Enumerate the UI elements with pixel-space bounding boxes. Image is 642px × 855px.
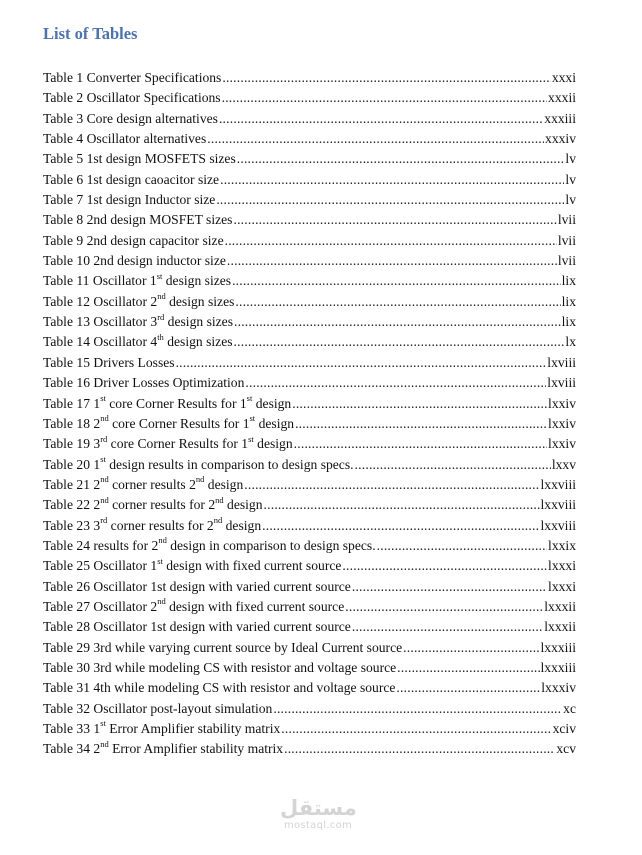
toc-entry-page-number: lv [565, 192, 576, 208]
toc-entry-page-number: lvii [557, 232, 576, 248]
dot-leader [345, 597, 543, 617]
dot-leader [216, 190, 564, 210]
ordinal-superscript: th [157, 332, 164, 342]
toc-entry-title-text: core Corner Results for 1 [105, 395, 247, 411]
toc-entry-title-text: Table 8 2nd design MOSFET sizes [43, 212, 233, 228]
toc-entry-title [43, 292, 234, 312]
dot-leader [232, 271, 561, 291]
dot-leader [281, 719, 551, 739]
toc-entry-title-text: corner results for 2 [107, 517, 214, 533]
toc-entry-title [43, 638, 402, 658]
toc-entry-title-text: Error Amplifier stability matrix [105, 721, 281, 736]
toc-entry-title-text: Table 22 2 [43, 497, 101, 513]
toc-entry-title-text: design [222, 517, 262, 533]
toc-entry-title-text: design sizes [165, 293, 235, 309]
watermark-logo: مستقل [280, 796, 357, 820]
toc-entry-page-number: lx [565, 334, 576, 350]
dot-leader [264, 495, 540, 515]
toc-entry-title-text: design [223, 497, 263, 513]
toc-entry[interactable] [43, 353, 576, 373]
toc-entry-title-text: Table 4 Oscillator alternatives [43, 131, 207, 147]
toc-entry-title [43, 577, 351, 597]
toc-entry[interactable] [43, 699, 576, 719]
toc-entry[interactable] [43, 190, 576, 210]
toc-entry-title-text: design with fixed current source [165, 598, 345, 614]
dot-leader [234, 312, 561, 332]
toc-entry-title-text: design [252, 395, 292, 411]
toc-entry-title [43, 149, 236, 169]
dot-leader [355, 455, 551, 475]
ordinal-superscript: nd [213, 515, 223, 526]
toc-entry-title-text: Table 21 2 [43, 476, 101, 492]
ordinal-superscript: nd [157, 596, 166, 607]
toc-entry-title [43, 312, 233, 332]
toc-entry[interactable] [43, 678, 576, 698]
toc-entry[interactable] [43, 495, 576, 515]
toc-entry-title-text: Table 13 Oscillator 3 [43, 314, 158, 330]
toc-entry-page-number: lvii [557, 253, 576, 269]
toc-entry-title-text: corner results for 2 [108, 497, 216, 513]
ordinal-superscript: st [100, 719, 106, 729]
dot-leader [292, 394, 547, 414]
toc-entry-title-text: Table 24 results for 2 [43, 537, 159, 553]
toc-entry[interactable] [43, 719, 576, 739]
toc-entry-title-text: core Corner Results for 1 [108, 415, 250, 431]
toc-entry[interactable] [43, 394, 576, 414]
toc-entry-page-number: lxxviii [540, 476, 576, 492]
toc-entry-title-text: Table 17 1 [43, 395, 101, 411]
toc-entry-title [43, 210, 232, 230]
toc-entry-title [43, 536, 376, 556]
toc-entry-title-text: Table 25 Oscillator 1 [43, 558, 158, 574]
toc-entry[interactable] [43, 617, 576, 637]
toc-entry-page-number: lxxiv [548, 415, 576, 431]
toc-entry[interactable] [43, 414, 576, 434]
toc-entry-title [43, 739, 283, 759]
dot-leader [397, 658, 539, 678]
ordinal-superscript: nd [195, 474, 205, 485]
toc-entry-page-number: lxxxii [544, 598, 576, 614]
toc-entry-title-text: Table 14 Oscillator 4 [43, 334, 158, 350]
dot-leader [227, 251, 557, 271]
toc-entry-page-number: lxxiv [548, 395, 576, 411]
ordinal-superscript: nd [100, 413, 109, 424]
toc-entry-title [43, 88, 221, 108]
toc-entry[interactable] [43, 109, 576, 129]
ordinal-superscript: rd [100, 434, 108, 444]
toc-entry-page-number: xcv [556, 741, 576, 757]
dot-leader [352, 577, 547, 597]
toc-entry-page-number: lix [561, 273, 576, 289]
toc-entry[interactable] [43, 231, 576, 251]
toc-entry[interactable] [43, 638, 576, 658]
toc-entry-page-number: xxxiii [544, 110, 576, 126]
toc-entry-title [43, 394, 291, 414]
toc-entry-title [43, 678, 395, 698]
toc-entry-page-number: lxxxiii [540, 659, 576, 675]
dot-leader [207, 129, 544, 149]
toc-entry[interactable] [43, 271, 576, 291]
dot-leader [234, 332, 565, 352]
toc-entry-title-text: Table 3 Core design alternatives [43, 110, 218, 126]
toc-entry[interactable] [43, 88, 576, 108]
toc-entry-title-text: Table 23 3 [43, 517, 101, 533]
toc-entry-title [43, 251, 226, 271]
toc-entry-title-text: Table 18 2 [43, 415, 101, 431]
toc-entry-title-text: design with fixed current source [162, 558, 342, 574]
toc-entry-title-text: Table 2 Oscillator Specifications [43, 90, 221, 106]
dot-leader [377, 536, 547, 556]
ordinal-superscript: rd [157, 312, 165, 322]
toc-entry-page-number: xciv [552, 721, 576, 736]
toc-entry-title [43, 495, 263, 515]
toc-entry-page-number: lxviii [547, 354, 576, 370]
toc-entry-title-text: Table 16 Driver Losses Optimization [43, 375, 245, 391]
toc-entry[interactable] [43, 292, 576, 312]
dot-leader [294, 434, 547, 454]
toc-entry-page-number: lxxviii [540, 517, 576, 533]
dot-leader [176, 353, 547, 373]
toc-entry-page-number: lv [565, 151, 576, 167]
toc-entry-title [43, 414, 294, 434]
ordinal-superscript: nd [215, 495, 224, 505]
list-of-tables-heading: List of Tables [43, 24, 138, 43]
toc-entry-title [43, 516, 261, 536]
toc-entry-title [43, 719, 280, 739]
toc-entry-page-number: xxxiv [545, 131, 576, 147]
ordinal-superscript: rd [100, 515, 108, 526]
toc-entry-page-number: lxxviii [540, 497, 576, 513]
toc-entry-title [43, 475, 243, 495]
toc-entry-page-number: lvii [557, 212, 576, 228]
ordinal-superscript: nd [157, 291, 166, 302]
toc-entry-title [43, 455, 354, 475]
toc-entry-title-text: design [253, 436, 293, 452]
toc-entry-title-text: design [255, 415, 295, 431]
toc-entry-page-number: lix [561, 314, 576, 330]
dot-leader [222, 88, 547, 108]
ordinal-superscript: st [157, 556, 163, 566]
toc-entry-title [43, 597, 344, 617]
toc-entry-title-text: Table 7 1st design Inductor size [43, 192, 216, 208]
toc-entry-title-text: Table 15 Drivers Losses [43, 354, 175, 370]
toc-entry[interactable] [43, 556, 576, 576]
toc-entry[interactable] [43, 373, 576, 393]
dot-leader [233, 210, 556, 230]
ordinal-superscript: st [100, 454, 106, 464]
dot-leader [245, 373, 546, 393]
dot-leader [273, 699, 562, 719]
toc-entry-title [43, 617, 351, 637]
dot-leader [220, 170, 564, 190]
toc-entry-title [43, 434, 293, 454]
toc-entry-title-text: Table 9 2nd design capacitor size [43, 232, 224, 248]
dot-leader [225, 231, 557, 251]
toc-entry-title [43, 556, 341, 576]
toc-entry[interactable] [43, 475, 576, 495]
dot-leader [352, 617, 543, 637]
toc-entry-page-number: lxxxii [544, 619, 576, 635]
toc-entry-page-number: xxxi [551, 70, 576, 85]
toc-entry-title-text: Table 10 2nd design inductor size [43, 253, 226, 269]
toc-entry-title [43, 109, 218, 129]
toc-entry-title-text: design results in comparison to design specs. [105, 456, 354, 472]
toc-entry-title [43, 68, 221, 88]
dot-leader [396, 678, 540, 698]
toc-entry-title [43, 231, 224, 251]
toc-entry-title [43, 658, 396, 678]
toc-entry[interactable] [43, 210, 576, 230]
dot-leader [222, 68, 550, 88]
watermark-caption: mostaql.com [283, 820, 353, 831]
toc-entry-title [43, 332, 233, 352]
toc-entry-page-number: lxxix [548, 537, 576, 553]
toc-entry-title-text: design sizes [164, 314, 233, 330]
toc-entry-title [43, 699, 272, 719]
toc-entry-title-text: Table 28 Oscillator 1st design with varied current source [43, 619, 351, 635]
toc-entry[interactable] [43, 658, 576, 678]
toc-entry-title-text: Table 19 3 [43, 436, 101, 452]
ordinal-superscript: st [248, 434, 254, 444]
toc-entry-title-text: Table 30 3rd while modeling CS with resistor and voltage source [43, 659, 397, 675]
toc-entry-title-text: Table 33 1 [43, 721, 101, 736]
toc-entry[interactable] [43, 332, 576, 352]
toc-entry-title-text: Table 27 Oscillator 2 [43, 598, 158, 614]
toc-entry-title-text: Table 20 1 [43, 456, 101, 472]
ordinal-superscript: nd [100, 495, 109, 505]
toc-entry-title [43, 129, 206, 149]
toc-entry-page-number: lxxxi [548, 578, 576, 594]
toc-entry-title [43, 373, 244, 393]
toc-entry-page-number: lxviii [547, 375, 576, 391]
toc-entry-title-text: core Corner Results for 1 [107, 436, 249, 452]
toc-entry[interactable] [43, 597, 576, 617]
mostaql-watermark [280, 796, 356, 832]
dot-leader [235, 292, 560, 312]
toc-entry[interactable] [43, 149, 576, 169]
ordinal-superscript: nd [158, 535, 167, 546]
toc-entry-page-number: lxxxi [548, 558, 576, 574]
ordinal-superscript: st [249, 413, 256, 424]
toc-entry-title-text: Error Amplifier stability matrix [108, 741, 284, 757]
ordinal-superscript: st [100, 393, 106, 403]
dot-leader [342, 556, 547, 576]
toc-entry-title-text: Table 5 1st design MOSFETS sizes [43, 151, 236, 167]
toc-entry[interactable] [43, 536, 576, 556]
toc-entry-title-text: design sizes [162, 273, 232, 289]
toc-entry-title [43, 170, 219, 190]
toc-entry-title [43, 190, 215, 210]
toc-entry-title-text: Table 1 Converter Specifications [43, 70, 222, 85]
ordinal-superscript: st [156, 271, 163, 281]
toc-entry-title-text: corner results 2 [108, 476, 196, 492]
toc-entry-title-text: Table 26 Oscillator 1st design with varied current source [43, 578, 351, 594]
toc-entry-title-text: design in comparison to design specs. [166, 537, 376, 553]
ordinal-superscript: nd [100, 474, 109, 485]
toc-entry[interactable] [43, 68, 576, 88]
toc-entry-title-text: Table 12 Oscillator 2 [43, 293, 158, 309]
toc-entry-title-text: Table 32 Oscillator post-layout simulation [43, 700, 273, 716]
toc-entry-title-text: Table 31 4th while modeling CS with resistor and voltage source [43, 680, 396, 696]
toc-entry-title-text: Table 6 1st design caoacitor size [43, 171, 220, 187]
toc-entry-title-text: design [204, 476, 244, 492]
toc-entry-page-number: lxxxiii [540, 639, 576, 655]
table-of-contents-list [43, 68, 576, 760]
toc-entry-page-number: xxxii [548, 90, 576, 106]
toc-entry-title-text: Table 11 Oscillator 1 [43, 273, 157, 289]
dot-leader [244, 475, 539, 495]
toc-entry-title [43, 353, 175, 373]
dot-leader [295, 414, 547, 434]
dot-leader [262, 516, 539, 536]
toc-entry-page-number: lv [565, 171, 576, 187]
dot-leader [284, 739, 555, 759]
toc-entry-title-text: design sizes [163, 334, 233, 350]
toc-entry-page-number: lxxiv [548, 436, 576, 452]
toc-entry-page-number: lix [561, 293, 576, 309]
toc-entry[interactable] [43, 170, 576, 190]
toc-entry[interactable] [43, 739, 576, 759]
toc-entry[interactable] [43, 312, 576, 332]
toc-entry-title [43, 271, 231, 291]
toc-entry[interactable] [43, 434, 576, 454]
toc-entry-page-number: lxxv [551, 456, 576, 472]
dot-leader [403, 638, 539, 658]
dot-leader [237, 149, 565, 169]
dot-leader [219, 109, 543, 129]
ordinal-superscript: st [246, 393, 253, 403]
toc-entry-page-number: xc [563, 700, 576, 716]
toc-entry[interactable] [43, 129, 576, 149]
toc-entry[interactable] [43, 455, 576, 475]
toc-entry[interactable] [43, 251, 576, 271]
toc-entry-title-text: Table 29 3rd while varying current source by Ideal Current source [43, 639, 403, 655]
toc-entry-page-number: lxxxiv [541, 680, 576, 696]
toc-entry[interactable] [43, 516, 576, 536]
toc-entry[interactable] [43, 577, 576, 597]
ordinal-superscript: nd [100, 739, 109, 749]
toc-entry-title-text: Table 34 2 [43, 741, 101, 757]
